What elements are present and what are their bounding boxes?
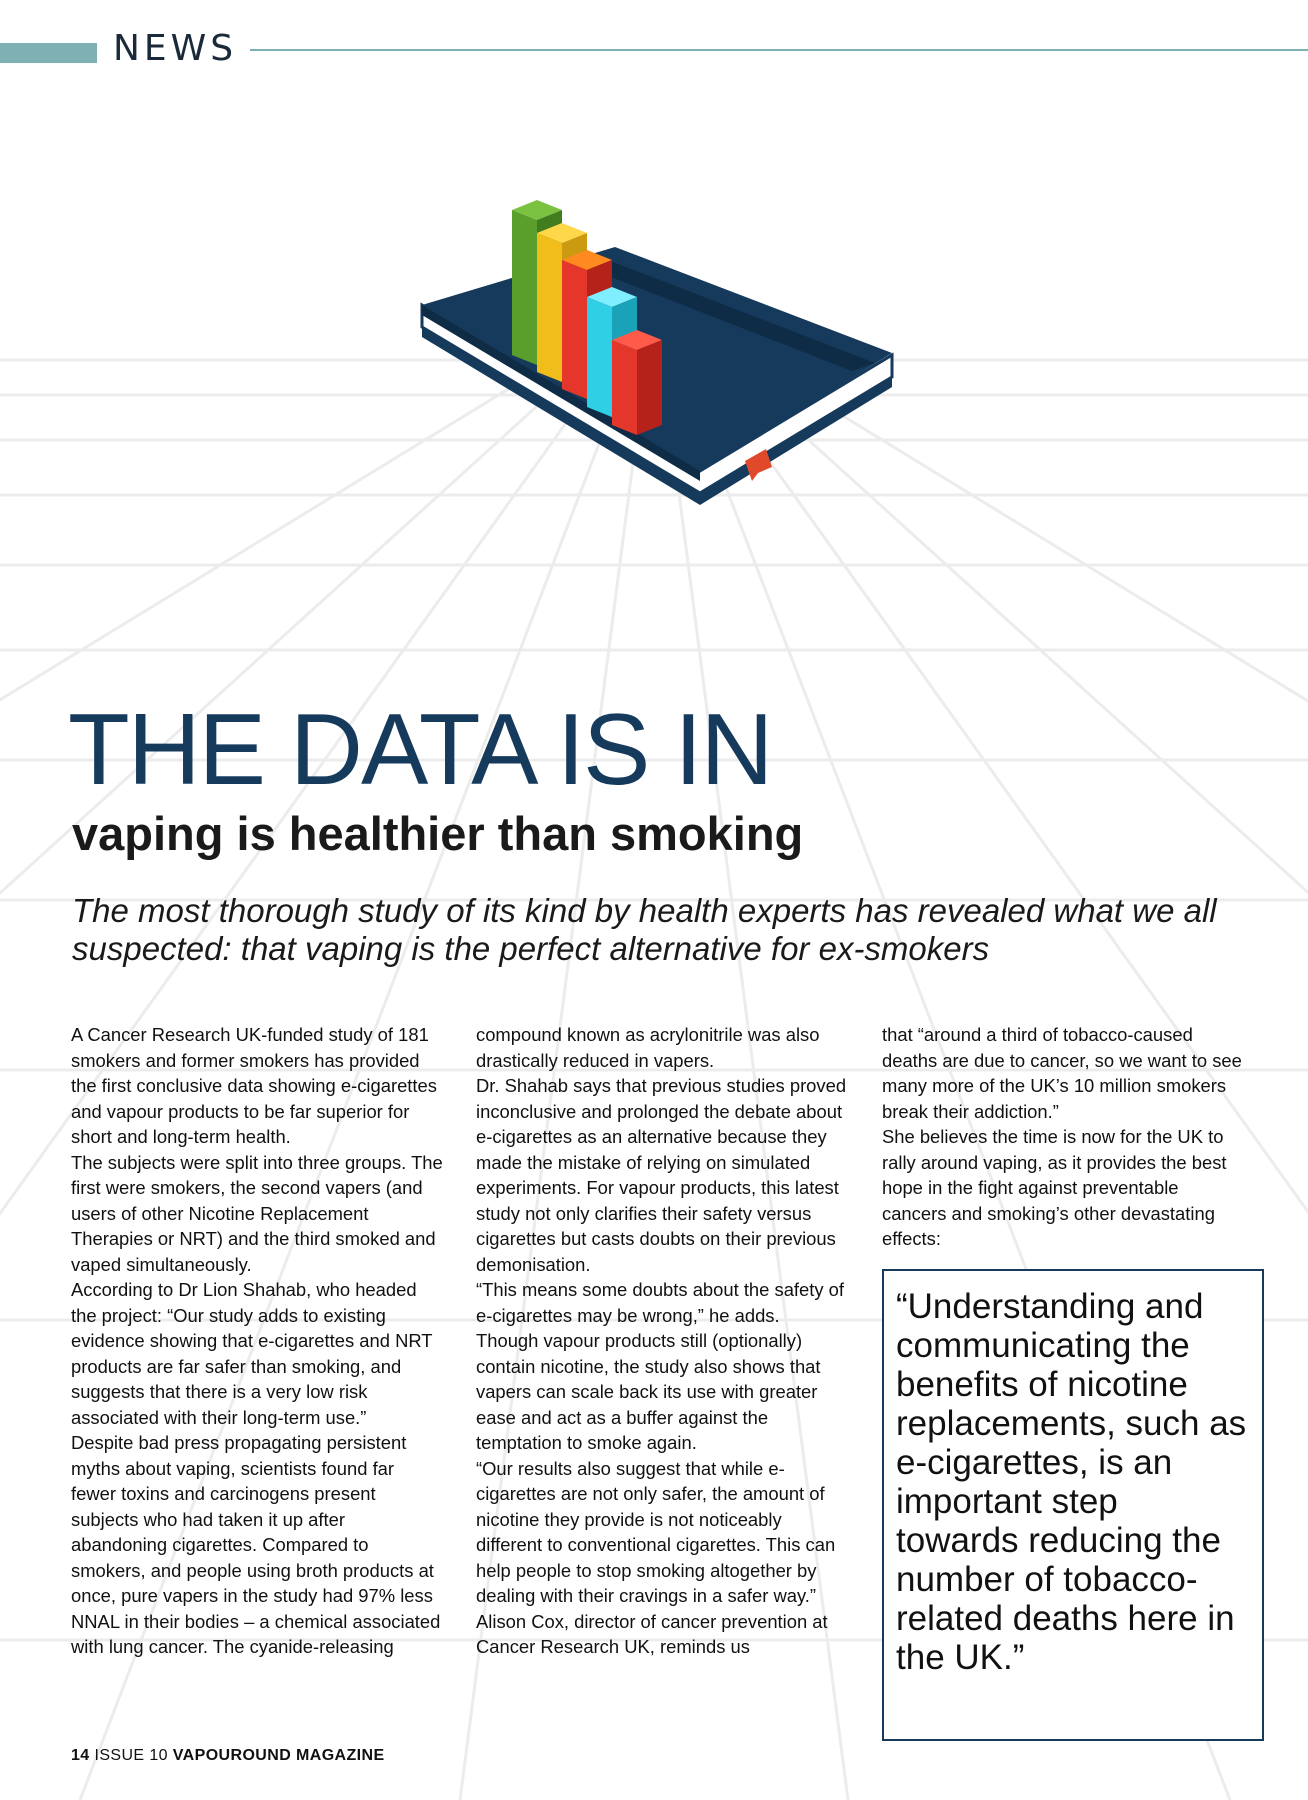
article-column-2 — [476, 1022, 848, 1660]
paragraph: The subjects were split into three groups. The first were smokers, the second vapers (and users of other Nicotine Replacement Therapies or NRT) and the third smoked and vaped simultaneously. — [71, 1151, 443, 1275]
paragraph: “This means some doubts about the safety of e-cigarettes may be wrong,” he adds. — [476, 1279, 845, 1326]
pull-quote-box — [882, 1269, 1264, 1741]
page-footer — [71, 1747, 385, 1765]
paragraph: Dr. Shahab says that previous studies proved inconclusive and prolonged the debate about e-cigarettes as an alternative because they made the mistake of relying on simulated experiments. For vapour products, this latest study not only clarifies their safety versus cigarettes but casts doubts on their previous demonisation. — [476, 1075, 847, 1275]
paragraph: She believes the time is now for the UK to rally around vaping, as it provides the best hope in the fight against preventable cancers and smoking’s other devastating effects: — [882, 1126, 1227, 1249]
standfirst: The most thorough study of its kind by health experts has revealed what we all suspected: that vaping is the perfect alternative for ex-smokers — [72, 892, 1217, 967]
paragraph: According to Dr Lion Shahab, who headed the project: “Our study adds to existing evidence showing that e-cigarettes and NRT products are far safer than smoking, and suggests that there is a very low risk associated with their long-term use.” — [71, 1279, 433, 1428]
section-label: NEWS — [113, 28, 238, 69]
paragraph: that “around a third of tobacco-caused deaths are due to cancer, so we want to see many more of the UK’s 10 million smokers break their addiction.” — [882, 1024, 1242, 1122]
paragraph: Despite bad press propagating persistent myths about vaping, scientists found far fewer toxins and carcinogens present subjects who had taken it up after abandoning cigarettes. Compared to smokers, and people using broth products at once, pure vapers in the study had 97% less NNAL in their bodies – a chemical associated with lung cancer. The cyanide-releasing — [71, 1432, 441, 1657]
notebook-bar-chart-illustration — [400, 185, 920, 565]
pull-quote: “Understanding and communicating the benefits of nicotine replacements, such as e-cigarettes, is an important step towards reducing the number of tobacco-related deaths here in the UK.” — [896, 1287, 1247, 1677]
issue-label: ISSUE 10 — [94, 1747, 168, 1764]
bar-red-short — [612, 330, 662, 435]
paragraph: A Cancer Research UK-funded study of 181 smokers and former smokers has provided the first conclusive data showing e-cigarettes and vapour products to be far superior for short and long-term health. — [71, 1024, 437, 1147]
paragraph: Alison Cox, director of cancer prevention at Cancer Research UK, reminds us — [476, 1610, 828, 1657]
magazine-name: VAPOUROUND MAGAZINE — [172, 1747, 385, 1764]
paragraph: compound known as acrylonitrile was also drastically reduced in vapers. — [476, 1024, 820, 1071]
article-column-3 — [882, 1022, 1242, 1252]
paragraph: “Our results also suggest that while e-cigarettes are not only safer, the amount of nicotine they provide is not noticeably different to conventional cigarettes. This can help people to stop smoking altogether by dealing with their cravings in a safer way.” — [476, 1457, 836, 1606]
headline: THE DATA IS IN — [68, 694, 772, 806]
subheadline: vaping is healthier than smoking — [72, 807, 804, 860]
article-column-1 — [71, 1022, 443, 1660]
section-rule — [250, 49, 1308, 51]
paragraph: Though vapour products still (optionally) contain nicotine, the study also shows that vapers can scale back its use with greater ease and act as a buffer against the temptation to smoke again. — [476, 1330, 821, 1453]
page-number: 14 — [71, 1747, 90, 1764]
section-accent-bar — [0, 43, 97, 63]
